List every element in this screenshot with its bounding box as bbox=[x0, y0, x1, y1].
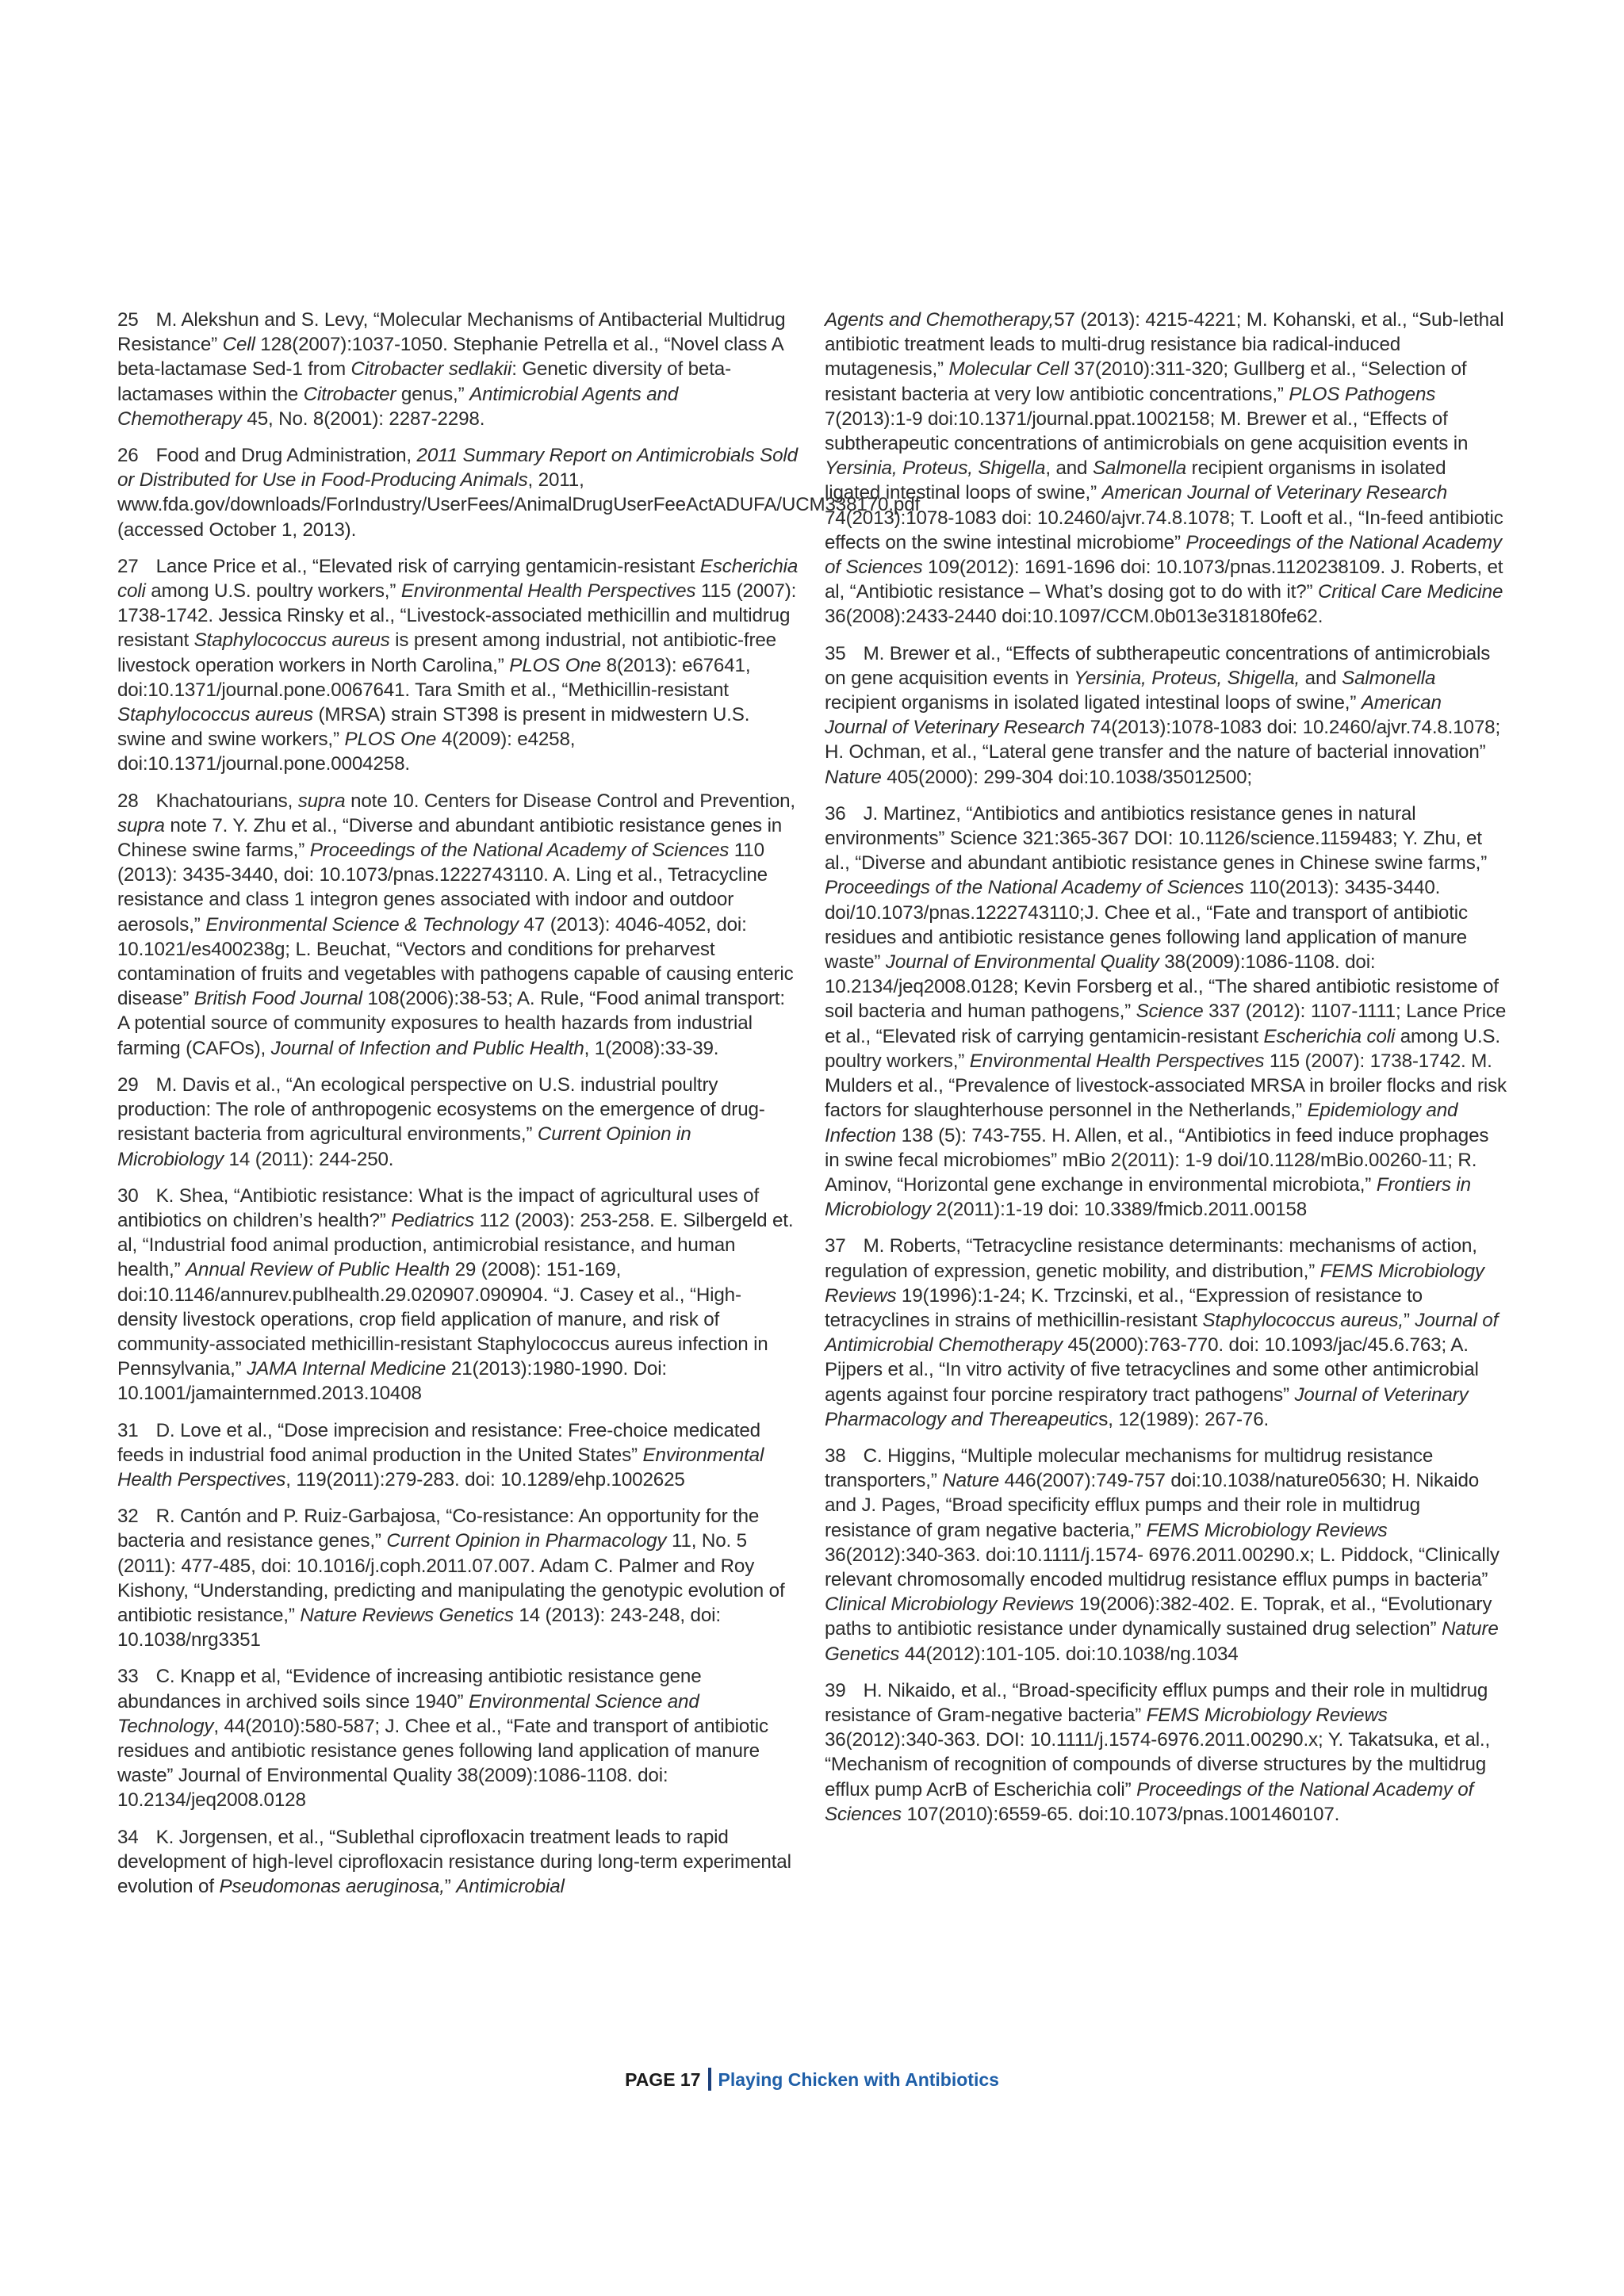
reference-italic-text: Journal of Environmental Quality bbox=[885, 951, 1159, 974]
reference-text: 405(2000): 299-304 doi:10.1038/35012500; bbox=[881, 766, 1252, 788]
reference-italic-text: Nature bbox=[825, 766, 882, 788]
reference-ref-29 bbox=[117, 1073, 799, 1172]
reference-italic-text: Molecular Cell bbox=[948, 358, 1069, 381]
reference-italic-text: Nature bbox=[942, 1470, 999, 1492]
reference-text: 36(2012):340-363. doi:10.1111/j.1574- 6976.2011.00290.x; L. Piddock, “Clinically relevant chromosomally encoded multidrug resistance efflux pumps in bacteria” bbox=[825, 1544, 1500, 1590]
reference-text: 11, No. 5 (2011): 477-485, doi: 10.1016/j.coph.2011.07.007. Adam C. Palmer and Roy Kishony, “Understanding, predicting and manipulating the genotypic evolution of antibiotic resistance,” bbox=[117, 1530, 785, 1626]
reference-text: M. Roberts, “Tetracycline resistance determinants: mechanisms of action, regulation of expression, genetic mobility, and distribution,” bbox=[825, 1235, 1477, 1282]
reference-text: 8(2013): e67641, doi:10.1371/journal.pone.0067641. Tara Smith et al., “Methicillin-resistant bbox=[117, 654, 751, 701]
reference-text: , 44(2010):580-587; J. Chee et al., “Fate and transport of antibiotic residues and antibiotic resistance genes following land application of manure waste” Journal of Environmental Quality 38(2009):1086-1108. doi: 10.2134/jeq2008.0128 bbox=[117, 1715, 768, 1812]
reference-number: 34 bbox=[117, 1826, 139, 1848]
reference-italic-text: supra bbox=[117, 814, 165, 836]
reference-italic-text: Journal of Infection and Public Health bbox=[270, 1037, 584, 1059]
reference-ref-27 bbox=[117, 554, 799, 777]
reference-text: J. Martinez, “Antibiotics and antibiotics resistance genes in natural environments” Science 321:365-367 DOI: 10.1126/science.1159483; Y. Zhu, et al., “Diverse and abundant antibiotic resistance genes in Chinese swine farms,” bbox=[825, 802, 1488, 874]
reference-number: 37 bbox=[825, 1235, 846, 1257]
reference-text: and bbox=[1300, 667, 1342, 689]
reference-text: 112 (2003): 253-258. E. Silbergeld et. al, “Industrial food animal production, antimicrobial resistance, and human health,” bbox=[117, 1209, 794, 1281]
reference-italic-text: Citrobacter sedlakii bbox=[350, 358, 512, 381]
reference-text: 115 (2007): 1738-1742. M. Mulders et al., “Prevalence of livestock-associated MRSA in broiler flocks and risk factors for slaughterhouse personnel in the Netherlands,” bbox=[825, 1050, 1507, 1122]
document-title: Playing Chicken with Antibiotics bbox=[718, 2069, 999, 2090]
reference-number: 27 bbox=[117, 555, 139, 577]
reference-number: 33 bbox=[117, 1666, 139, 1688]
reference-text: Food and Drug Administration, bbox=[155, 445, 417, 467]
footer-divider bbox=[708, 2068, 711, 2091]
reference-ref-34-cont bbox=[825, 308, 1507, 629]
reference-text: 128(2007):1037-1050. Stephanie Petrella et al., “Novel class A beta-lactamase Sed-1 from bbox=[117, 334, 783, 381]
reference-italic-text: Nature Genetics bbox=[825, 1618, 1499, 1665]
reference-text: Khachatourians, bbox=[155, 790, 298, 812]
reference-italic-text: Agents and Chemotherapy, bbox=[825, 309, 1055, 331]
reference-text: M. Davis et al., “An ecological perspective on U.S. industrial poultry production: The role of anthropogenic ecosystems on the emergence of drug-resistant bacteria from agricultural environments,” bbox=[117, 1073, 765, 1146]
reference-text: 45(2000):763-770. doi: 10.1093/jac/45.6.763; A. Pijpers et al., “In vitro activity of five tetracyclines and some other antimicrobial agents against four porcine respiratory tract pathogens” bbox=[825, 1334, 1479, 1406]
reference-text: note 7. Y. Zhu et al., “Diverse and abundant antibiotic resistance genes in Chinese swine farms,” bbox=[117, 814, 783, 862]
reference-text: 29 (2008): 151-169, doi:10.1146/annurev.publhealth.29.020907.090904. “J. Casey et al., “High-density livestock operations, crop field application of manure, and risk of community-associated methicillin-resistant Staphylococcus aureus infection in Pennsylvania,” bbox=[117, 1259, 768, 1380]
reference-ref-37 bbox=[825, 1234, 1507, 1432]
reference-text: 2(2011):1-19 doi: 10.3389/fmicb.2011.00158 bbox=[930, 1199, 1308, 1221]
reference-text: 74(2013):1078-1083 doi: 10.2460/ajvr.74.8.1078; H. Ochman, et al., “Lateral gene transfer and the nature of bacterial innovation” bbox=[825, 717, 1501, 763]
reference-text: , 2011, www.fda.gov/downloads/ForIndustry/UserFees/AnimalDrugUserFeeActADUFA/UCM338170.pdf (accessed October 1, 2013). bbox=[117, 469, 921, 541]
reference-text: 38(2009):1086-1108. doi: 10.2134/jeq2008.0128; Kevin Forsberg et al., “The shared antibiotic resistome of soil bacteria and human pathogens,” bbox=[825, 951, 1499, 1023]
reference-number: 29 bbox=[117, 1073, 139, 1096]
reference-text: K. Shea, “Antibiotic resistance: What is the impact of agricultural uses of antibiotics on children’s health?” bbox=[117, 1184, 760, 1231]
reference-ref-28 bbox=[117, 789, 799, 1061]
reference-ref-31 bbox=[117, 1418, 799, 1493]
reference-number: 28 bbox=[117, 790, 139, 812]
reference-italic-text: PLOS Pathogens bbox=[1289, 383, 1436, 405]
reference-ref-32 bbox=[117, 1504, 799, 1652]
reference-text: recipient organisms in isolated ligated intestinal loops of swine,” bbox=[825, 457, 1446, 504]
reference-ref-38 bbox=[825, 1444, 1507, 1667]
reference-text: Lance Price et al., “Elevated risk of carrying gentamicin-resistant bbox=[155, 555, 700, 577]
reference-italic-text: Current Opinion in Pharmacology bbox=[386, 1530, 667, 1552]
reference-italic-text: Staphylococcus aureus bbox=[117, 704, 313, 726]
reference-italic-text: Escherichia coli bbox=[117, 555, 799, 603]
reference-text: 44(2012):101-105. doi:10.1038/ng.1034 bbox=[899, 1643, 1239, 1665]
reference-text: 7(2013):1-9 doi:10.1371/journal.ppat.1002158; M. Brewer et al., “Effects of subtherapeutic concentrations of antimicrobials on gene acquisition events in bbox=[825, 408, 1469, 455]
reference-italic-text: Current Opinion in Microbiology bbox=[117, 1123, 691, 1170]
reference-italic-text: FEMS Microbiology Reviews bbox=[1146, 1704, 1388, 1726]
reference-italic-text: Pseudomonas aeruginosa, bbox=[219, 1875, 445, 1897]
reference-text: 109(2012): 1691-1696 doi: 10.1073/pnas.1120238109. J. Roberts, et al, “Antibiotic resistance – What’s dosing got to do with it?” bbox=[825, 557, 1503, 603]
reference-text: 138 (5): 743-755. H. Allen, et al., “Antibiotics in feed induce prophages in swine fecal microbiomes” mBio 2(2011): 1-9 doi/10.1128/mBio.00260-11; R. Aminov, “Horizontal gene exchange in environmental microbiota,” bbox=[825, 1124, 1489, 1196]
reference-text: recipient organisms in isolated ligated intestinal loops of swine,” bbox=[825, 692, 1362, 714]
reference-italic-text: Science bbox=[1136, 1001, 1204, 1023]
reference-text: 107(2010):6559-65. doi:10.1073/pnas.1001460107. bbox=[901, 1803, 1340, 1825]
reference-italic-text: Yersinia, Proteus, Shigella, bbox=[1074, 667, 1300, 689]
reference-italic-text: Environmental Health Perspectives bbox=[117, 1444, 764, 1490]
reference-italic-text: Escherichia coli bbox=[1263, 1025, 1396, 1047]
reference-italic-text: FEMS Microbiology Reviews bbox=[1146, 1519, 1388, 1541]
reference-text: C. Knapp et al, “Evidence of increasing antibiotic resistance gene abundances in archived soils since 1940” bbox=[117, 1666, 702, 1712]
reference-text: 47 (2013): 4046-4052, doi: 10.1021/es400238g; L. Beuchat, “Vectors and conditions for preharvest contamination of fruits and vegetables with pathogens capable of causing enteric disease” bbox=[117, 913, 794, 1010]
reference-italic-text: Environmental Science and Technology bbox=[117, 1690, 699, 1737]
reference-italic-text: JAMA Internal Medicine bbox=[247, 1358, 446, 1380]
page-number: PAGE 17 bbox=[625, 2069, 701, 2090]
reference-italic-text: Environmental Science & Technology bbox=[205, 913, 519, 936]
reference-text: among U.S. poultry workers,” bbox=[825, 1025, 1500, 1072]
reference-ref-33 bbox=[117, 1664, 799, 1812]
reference-italic-text: American Journal of Veterinary Research bbox=[1101, 482, 1448, 504]
reference-text: note 10. Centers for Disease Control and Prevention, bbox=[345, 790, 795, 812]
reference-number: 31 bbox=[117, 1419, 139, 1441]
reference-text: D. Love et al., “Dose imprecision and resistance: Free-choice medicated feeds in industrial food animal production in the United States” bbox=[117, 1419, 760, 1466]
reference-italic-text: Cell bbox=[222, 334, 255, 356]
reference-text: M. Alekshun and S. Levy, “Molecular Mechanisms of Antibacterial Multidrug Resistance” bbox=[117, 309, 786, 356]
reference-number: 36 bbox=[825, 802, 846, 825]
reference-italic-text: Epidemiology and Infection bbox=[825, 1100, 1458, 1146]
reference-text: s, 12(1989): 267-76. bbox=[1098, 1408, 1270, 1430]
reference-italic-text: British Food Journal bbox=[193, 988, 362, 1010]
reference-italic-text: 2011 Summary Report on Antimicrobials Sold or Distributed for Use in Food-Producing Animals bbox=[117, 445, 798, 492]
reference-text: ” bbox=[1403, 1309, 1415, 1331]
reference-text: : Genetic diversity of beta-lactamases within the bbox=[117, 358, 732, 405]
reference-text: 21(2013):1980-1990. Doi: 10.1001/jamainternmed.2013.10408 bbox=[117, 1358, 667, 1405]
reference-ref-25 bbox=[117, 308, 799, 431]
reference-ref-35 bbox=[825, 641, 1507, 790]
reference-text: 110 (2013): 3435-3440, doi: 10.1073/pnas.1222743110. A. Ling et al., Tetracycline resistance and class 1 integron genes associated with indoor and outdoor aerosols,” bbox=[117, 840, 768, 936]
reference-text: H. Nikaido, et al., “Broad-specificity efflux pumps and their role in multidrug resistance of Gram-negative bacteria” bbox=[825, 1679, 1488, 1726]
reference-text: , and bbox=[1045, 457, 1093, 480]
reference-text: 108(2006):38-53; A. Rule, “Food animal transport: A potential source of community exposures to health hazards from industrial farming (CAFOs), bbox=[117, 988, 785, 1059]
reference-text: 36(2012):340-363. DOI: 10.1111/j.1574-6976.2011.00290.x; Y. Takatsuka, et al., “Mechanism of recognition of compounds of diverse structures by the multidrug efflux pump AcrB of Escherichia coli” bbox=[825, 1729, 1491, 1800]
page-footer bbox=[0, 2068, 1624, 2091]
reference-number: 39 bbox=[825, 1679, 846, 1701]
reference-ref-30 bbox=[117, 1184, 799, 1406]
reference-italic-text: Staphylococcus aureus, bbox=[1202, 1309, 1404, 1331]
reference-italic-text: Journal of Antimicrobial Chemotherapy bbox=[825, 1309, 1499, 1357]
reference-text: , 119(2011):279-283. doi: 10.1289/ehp.1002625 bbox=[285, 1468, 685, 1490]
reference-text: 115 (2007): 1738-1742. Jessica Rinsky et al., “Livestock-associated methicillin and multidrug resistant bbox=[117, 580, 797, 652]
reference-italic-text: Proceedings of the National Academy of Sciences bbox=[309, 840, 730, 862]
reference-italic-text: Proceedings of the National Academy of Sciences bbox=[825, 531, 1502, 579]
reference-text: 446(2007):749-757 doi:10.1038/nature05630; H. Nikaido and J. Pages, “Broad specificity efflux pumps and their role in multidrug resistance of gram negative bacteria,” bbox=[825, 1470, 1480, 1541]
reference-italic-text: Annual Review of Public Health bbox=[186, 1259, 450, 1281]
reference-number: 38 bbox=[825, 1445, 846, 1467]
reference-text: 57 (2013): 4215-4221; M. Kohanski, et al., “Sub-lethal antibiotic treatment leads to multi-drug resistance bia radical-induced mutagenesis,” bbox=[825, 309, 1504, 381]
reference-text: 19(2006):382-402. E. Toprak, et al., “Evolutionary paths to antibiotic resistance under dynamically sustained drug selection” bbox=[825, 1594, 1492, 1640]
reference-italic-text: Nature Reviews Genetics bbox=[300, 1604, 514, 1626]
reference-italic-text: American Journal of Veterinary Research bbox=[825, 692, 1442, 739]
reference-text: (MRSA) strain ST398 is present in midwestern U.S. swine and swine workers,” bbox=[117, 704, 750, 751]
reference-number: 35 bbox=[825, 642, 846, 664]
reference-italic-text: Environmental Health Perspectives bbox=[400, 580, 696, 603]
reference-italic-text: Antimicrobial Agents and Chemotherapy bbox=[117, 383, 679, 430]
reference-italic-text: Frontiers in Microbiology bbox=[825, 1173, 1471, 1221]
reference-text: M. Brewer et al., “Effects of subtherapeutic concentrations of antimicrobials on gene acquisition events in bbox=[825, 642, 1491, 689]
reference-italic-text: Proceedings of the National Academy of Sciences bbox=[825, 877, 1244, 899]
reference-number: 30 bbox=[117, 1184, 139, 1207]
reference-italic-text: FEMS Microbiology Reviews bbox=[825, 1260, 1484, 1307]
reference-ref-26 bbox=[117, 443, 921, 542]
reference-text: is present among industrial, not antibiotic-free livestock operation workers in North Carolina,” bbox=[117, 629, 776, 676]
reference-number: 25 bbox=[117, 309, 139, 331]
references-column-right bbox=[825, 308, 1507, 1839]
reference-italic-text: Antimicrobial bbox=[456, 1875, 565, 1897]
reference-italic-text: Pediatrics bbox=[391, 1209, 474, 1231]
reference-text: 4(2009): e4258, doi:10.1371/journal.pone.0004258. bbox=[117, 729, 576, 775]
reference-italic-text: Critical Care Medicine bbox=[1317, 581, 1503, 603]
reference-text: K. Jorgensen, et al., “Sublethal ciprofloxacin treatment leads to rapid development of high-level ciprofloxacin resistance during long-term experimental evolution of bbox=[117, 1826, 791, 1897]
reference-italic-text: Clinical Microbiology Reviews bbox=[825, 1594, 1074, 1616]
reference-italic-text: Environmental Health Perspectives bbox=[969, 1050, 1265, 1072]
reference-italic-text: PLOS One bbox=[509, 654, 601, 676]
reference-text: ” bbox=[444, 1875, 457, 1897]
reference-italic-text: Salmonella bbox=[1342, 667, 1436, 689]
reference-text: 14 (2011): 244-250. bbox=[223, 1148, 394, 1170]
reference-text: C. Higgins, “Multiple molecular mechanisms for multidrug resistance transporters,” bbox=[825, 1445, 1434, 1492]
reference-italic-text: Proceedings of the National Academy of Sciences bbox=[825, 1778, 1474, 1825]
reference-text: 110(2013): 3435-3440. doi/10.1073/pnas.1222743110;J. Chee et al., “Fate and transport of antibiotic residues and antibiotic resistance genes following land application of manure waste” bbox=[825, 877, 1468, 974]
reference-italic-text: supra bbox=[297, 790, 346, 812]
reference-text: 74(2013):1078-1083 doi: 10.2460/ajvr.74.8.1078; T. Looft et al., “In-feed antibiotic effects on the swine intestinal microbiome” bbox=[825, 507, 1503, 553]
reference-text: 37(2010):311-320; Gullberg et al., “Selection of resistant bacteria at very low antibiotic concentrations,” bbox=[825, 358, 1467, 405]
reference-ref-39 bbox=[825, 1678, 1507, 1827]
reference-text: R. Cantón and P. Ruiz-Garbajosa, “Co-resistance: An opportunity for the bacteria and resistance genes,” bbox=[117, 1506, 760, 1552]
reference-number: 32 bbox=[117, 1506, 139, 1528]
reference-italic-text: Staphylococcus aureus bbox=[193, 629, 390, 652]
reference-text: 19(1996):1-24; K. Trzcinski, et al., “Expression of resistance to tetracyclines in strains of methicillin-resistant bbox=[825, 1284, 1423, 1331]
reference-text: among U.S. poultry workers,” bbox=[145, 580, 401, 603]
reference-italic-text: Yersinia, Proteus, Shigella bbox=[825, 457, 1046, 480]
reference-italic-text: Journal of Veterinary Pharmacology and Thereapeutic bbox=[825, 1383, 1469, 1430]
reference-text: 337 (2012): 1107-1111; Lance Price et al., “Elevated risk of carrying gentamicin-resistant bbox=[825, 1001, 1507, 1047]
reference-text: , 1(2008):33-39. bbox=[584, 1037, 719, 1059]
reference-text: 45, No. 8(2001): 2287-2298. bbox=[241, 408, 485, 430]
reference-italic-text: Salmonella bbox=[1092, 457, 1187, 480]
reference-number: 26 bbox=[117, 445, 139, 467]
reference-ref-36 bbox=[825, 802, 1507, 1222]
reference-ref-34 bbox=[117, 1825, 799, 1900]
reference-italic-text: Citrobacter bbox=[303, 383, 396, 405]
reference-text: 14 (2013): 243-248, doi: 10.1038/nrg3351 bbox=[117, 1604, 721, 1651]
reference-text: 36(2008):2433-2440 doi:10.1097/CCM.0b013e318180fe62. bbox=[825, 606, 1323, 628]
reference-italic-text: PLOS One bbox=[344, 729, 437, 751]
reference-text: genus,” bbox=[396, 383, 470, 405]
